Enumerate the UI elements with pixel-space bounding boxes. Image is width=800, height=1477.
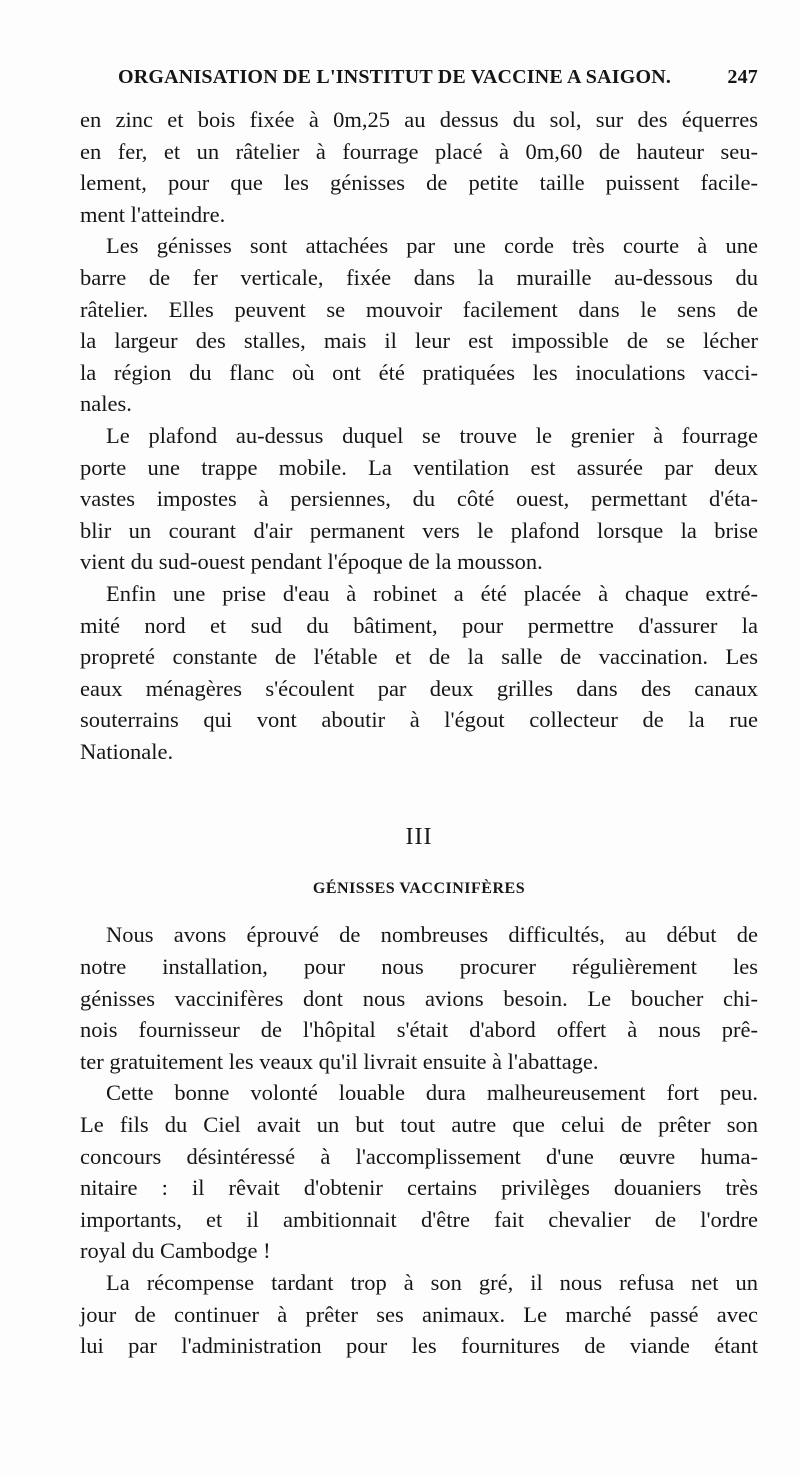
paragraph-heifers-tethered (80, 230, 758, 420)
text-line: lui par l'administration pour les fournitures de viande étant (80, 1333, 758, 1359)
paragraph-water-supply (80, 578, 758, 768)
text-line: la largeur des stalles, mais il leur est impossible de se lécher (80, 328, 758, 354)
text-line: La récompense tardant trop à son gré, il nous refusa net un (106, 1270, 758, 1295)
text-line: Le plafond au-dessus duquel se trouve le grenier à fourrage (106, 422, 758, 448)
running-head (80, 60, 758, 96)
text-line: Le fils du Ciel avait un but tout autre que celui de prêter son (80, 1112, 758, 1138)
text-line: propreté constante de l'étable et de la salle de vaccination. Les (80, 644, 758, 670)
text-line: importants, et il ambitionnait d'être fait chevalier de l'ordre (80, 1206, 758, 1232)
text-line: barre de fer verticale, fixée dans la muraille au-dessous du (80, 264, 758, 290)
text-line: Enfin une prise d'eau à robinet a été placée à chaque extré- (106, 580, 758, 606)
paragraph-refusal (80, 1267, 758, 1362)
paragraph-ventilation (80, 420, 758, 578)
text-line: génisses vaccinifères dont nous avions besoin. Le boucher chi- (80, 985, 758, 1011)
text-line: vastes impostes à persiennes, du côté ouest, permettant d'éta- (80, 486, 758, 512)
text-line: râtelier. Elles peuvent se mouvoir facilement dans le sens de (80, 296, 758, 322)
text-line: Nationale. (80, 738, 174, 764)
text-line: vient du sud-ouest pendant l'époque de la mousson. (80, 549, 543, 575)
running-title: ORGANISATION DE L'INSTITUT DE VACCINE A SAIGON. (118, 66, 672, 88)
text-line: ment l'atteindre. (80, 201, 226, 227)
body-text (80, 104, 758, 1362)
text-line: en fer, et un râtelier à fourrage placé à 0m,60 de hauteur seu- (80, 138, 758, 164)
text-line: ter gratuitement les veaux qu'il livrait ensuite à l'abattage. (80, 1048, 599, 1074)
text-line: blir un courant d'air permanent vers le plafond lorsque la brise (80, 517, 758, 543)
text-line: la région du flanc où ont été pratiquées les inoculations vacci- (80, 359, 758, 385)
text-line: concours désintéressé à l'accomplissement d'une œuvre huma- (80, 1143, 758, 1169)
text-line: Cette bonne volonté louable dura malheureusement fort peu. (106, 1080, 758, 1106)
paragraph-stable-fittings (80, 104, 758, 230)
page-number: 247 (727, 66, 758, 88)
text-line: notre installation, pour nous procurer régulièrement les (80, 954, 758, 980)
text-line: nois fournisseur de l'hôpital s'était d'abord offert à nous prê- (80, 1017, 758, 1043)
section-number: III (405, 824, 433, 851)
text-line: porte une trappe mobile. La ventilation est assurée par deux (80, 454, 758, 480)
text-line: nales. (80, 391, 132, 417)
text-line: Les génisses sont attachées par une corde très courte à une (106, 233, 758, 259)
text-line: mité nord et sud du bâtiment, pour permettre d'assurer la (80, 612, 758, 638)
text-line: eaux ménagères s'écoulent par deux grilles dans des canaux (80, 675, 758, 701)
paragraph-son-of-heaven (80, 1077, 758, 1267)
text-line: jour de continuer à prêter ses animaux. Le marché passé avec (80, 1301, 758, 1327)
text-line: royal du Cambodge ! (80, 1238, 271, 1264)
section-title: GÉNISSES VACCINIFÈRES (312, 880, 526, 898)
text-line: nitaire : il rêvait d'obtenir certains privilèges douaniers très (80, 1175, 758, 1201)
text-line: lement, pour que les génisses de petite taille puissent facile- (80, 170, 758, 196)
text-line: Nous avons éprouvé de nombreuses difficultés, au début de (106, 922, 758, 948)
text-line: en zinc et bois fixée à 0m,25 au dessus du sol, sur des équerres (80, 107, 758, 132)
paragraph-difficulties (80, 919, 758, 1077)
text-line: souterrains qui vont aboutir à l'égout collecteur de la rue (80, 707, 758, 733)
